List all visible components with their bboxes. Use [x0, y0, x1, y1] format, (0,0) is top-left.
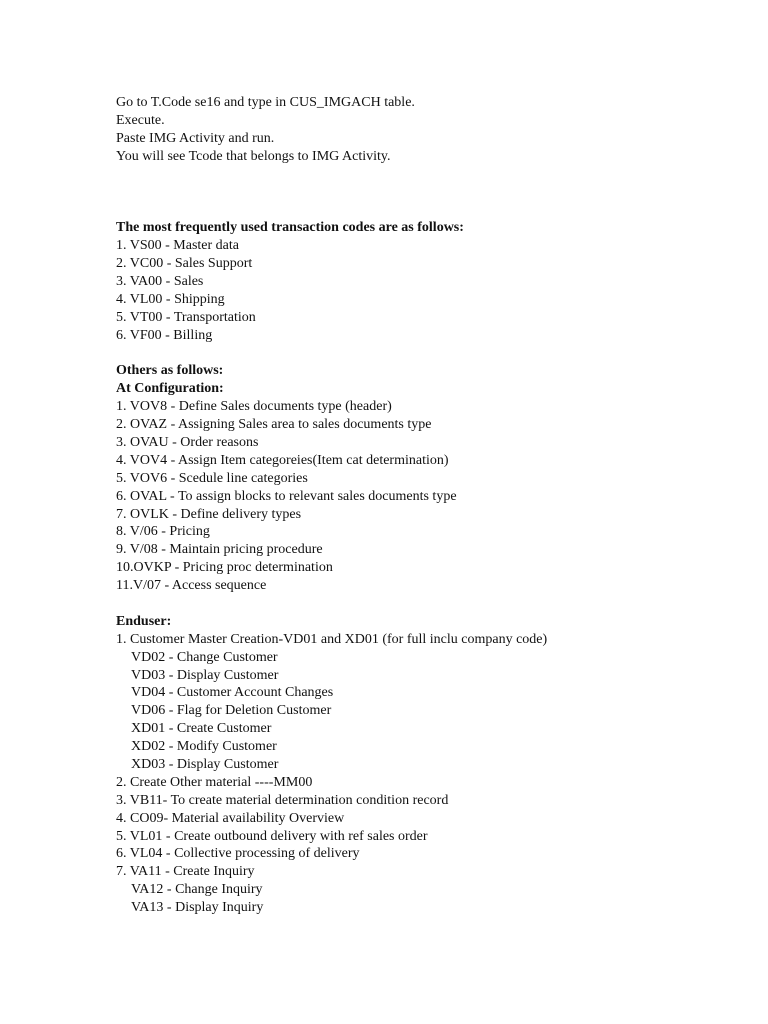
- intro-section: [116, 94, 736, 166]
- frequent-codes-section: [116, 219, 736, 344]
- configuration-section: [116, 362, 736, 595]
- list-subitem: VA12 - Change Inquiry: [131, 882, 263, 898]
- list-item: 6. OVAL - To assign blocks to relevant sales documents type: [116, 488, 457, 504]
- enduser-section: [116, 613, 736, 917]
- list-item: 5. VOV6 - Scedule line categories: [116, 470, 308, 486]
- list-item: 3. VA00 - Sales: [116, 273, 204, 289]
- list-item: 5. VL01 - Create outbound delivery with ref sales order: [116, 828, 428, 844]
- list-item: 7. VA11 - Create Inquiry: [116, 864, 255, 880]
- list-item: 10.OVKP - Pricing proc determination: [116, 560, 333, 576]
- list-item: 1. Customer Master Creation-VD01 and XD01 (for full inclu company code): [116, 631, 548, 647]
- list-item: 7. OVLK - Define delivery types: [116, 506, 302, 522]
- list-item: 8. V/06 - Pricing: [116, 524, 210, 540]
- list-item: 5. VT00 - Transportation: [116, 309, 256, 325]
- list-item: 9. V/08 - Maintain pricing procedure: [116, 542, 323, 558]
- list-item: 2. VC00 - Sales Support: [116, 256, 253, 272]
- list-subitem: VD03 - Display Customer: [131, 667, 279, 683]
- section-heading: Others as follows:: [116, 363, 224, 379]
- section-heading: Enduser:: [116, 613, 172, 629]
- list-subitem: VD02 - Change Customer: [131, 649, 278, 665]
- list-item: 2. OVAZ - Assigning Sales area to sales documents type: [116, 417, 432, 433]
- list-subitem: VD06 - Flag for Deletion Customer: [131, 703, 332, 719]
- document-page: [116, 94, 736, 917]
- spacer: [116, 595, 736, 613]
- list-subitem: XD02 - Modify Customer: [131, 739, 277, 755]
- list-item: 3. OVAU - Order reasons: [116, 434, 259, 450]
- list-subitem: VA13 - Display Inquiry: [131, 900, 264, 916]
- list-item: 4. CO09- Material availability Overview: [116, 810, 345, 826]
- list-item: 6. VL04 - Collective processing of delivery: [116, 846, 360, 862]
- list-item: 1. VS00 - Master data: [116, 238, 239, 254]
- list-subitem: XD03 - Display Customer: [131, 756, 279, 772]
- list-item: 6. VF00 - Billing: [116, 327, 213, 343]
- list-item: 2. Create Other material ----MM00: [116, 774, 313, 790]
- section-heading: The most frequently used transaction codes are as follows:: [116, 220, 464, 236]
- list-subitem: VD04 - Customer Account Changes: [131, 685, 334, 701]
- list-subitem: XD01 - Create Customer: [131, 721, 272, 737]
- spacer: [116, 344, 736, 362]
- spacer: [116, 166, 736, 220]
- list-item: 3. VB11- To create material determination condition record: [116, 792, 449, 808]
- section-subheading: At Configuration:: [116, 381, 224, 397]
- list-item: 11.V/07 - Access sequence: [116, 578, 267, 594]
- intro-line: Go to T.Code se16 and type in CUS_IMGACH table.: [116, 95, 415, 110]
- list-item: 1. VOV8 - Define Sales documents type (header): [116, 399, 392, 415]
- intro-line: You will see Tcode that belongs to IMG Activity.: [116, 148, 391, 164]
- intro-line: Execute.: [116, 112, 165, 128]
- intro-line: Paste IMG Activity and run.: [116, 130, 275, 146]
- list-item: 4. VL00 - Shipping: [116, 291, 225, 307]
- list-item: 4. VOV4 - Assign Item categoreies(Item cat determination): [116, 452, 449, 468]
